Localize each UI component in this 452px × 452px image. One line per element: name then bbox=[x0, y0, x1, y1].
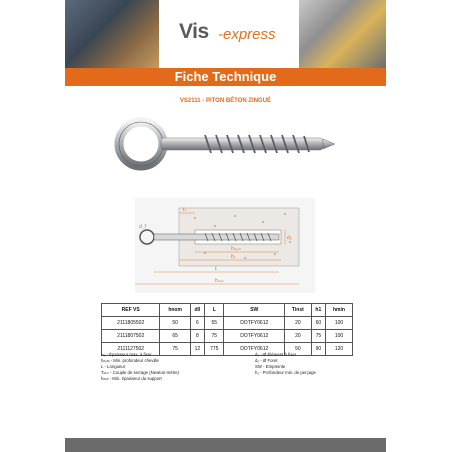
cell: 20 bbox=[284, 317, 311, 330]
legend-item: Tᵢₙₛₜ - Couple de serrage (Newton-mètre) bbox=[101, 370, 180, 375]
legend-item: d₀ - Ø Foret bbox=[255, 358, 278, 363]
cell: 100 bbox=[325, 330, 352, 343]
tools-photo bbox=[65, 0, 159, 68]
brand-logo bbox=[159, 0, 299, 68]
cell: 60 bbox=[311, 317, 325, 330]
product-title: VS2111 - PITON BÉTON ZINGUÉ bbox=[179, 98, 272, 104]
cell: 90 bbox=[311, 343, 325, 356]
cell: 2111127502 bbox=[102, 343, 160, 356]
cell: 75 bbox=[160, 343, 190, 356]
col-ref: REF VS bbox=[102, 304, 160, 317]
cell: 120 bbox=[325, 343, 352, 356]
eye-bolt-image bbox=[113, 106, 343, 188]
legend-item: tₙₓ - Épaisseur max. à fixer bbox=[101, 352, 152, 357]
cell: 12 bbox=[190, 343, 204, 356]
spec-table bbox=[101, 303, 353, 356]
col-tinst: Tinst bbox=[284, 304, 311, 317]
brand-main: Vis bbox=[179, 20, 209, 43]
screws-photo bbox=[299, 0, 386, 68]
col-h1: h1 bbox=[311, 304, 325, 317]
legend-item: L - Longueur bbox=[101, 364, 126, 369]
cell: DOTFY0612 bbox=[224, 343, 285, 356]
legend-item: d₀ - Ø Élément à fixer bbox=[255, 352, 297, 357]
col-d0: d0 bbox=[190, 304, 204, 317]
technical-sheet bbox=[65, 0, 386, 452]
legend-item: hₙₒₘ - Min. profondeur cheville bbox=[101, 358, 159, 363]
header bbox=[65, 0, 386, 68]
cell: 2111805502 bbox=[102, 317, 160, 330]
label-d0: d₀ bbox=[287, 235, 292, 241]
col-sw: SW bbox=[224, 304, 285, 317]
cell: 75 bbox=[205, 330, 224, 343]
cell: 100 bbox=[325, 317, 352, 330]
cell: 55 bbox=[205, 317, 224, 330]
label-hmin: hₘᵢₙ bbox=[215, 278, 224, 284]
cell: 50 bbox=[160, 317, 190, 330]
brand-sub: -express bbox=[218, 26, 276, 43]
table-row bbox=[102, 330, 353, 343]
col-hnom: hnom bbox=[160, 304, 190, 317]
cell: DOTFY0612 bbox=[224, 317, 285, 330]
cell: 20 bbox=[284, 330, 311, 343]
col-hmin: hmin bbox=[325, 304, 352, 317]
cell: 775 bbox=[205, 343, 224, 356]
cell: 50 bbox=[284, 343, 311, 356]
banner-title: Fiche Technique bbox=[174, 69, 277, 84]
technical-drawing bbox=[135, 198, 315, 293]
table-header-row bbox=[102, 304, 353, 317]
legend-right bbox=[255, 352, 365, 376]
col-length: L bbox=[205, 304, 224, 317]
cell: DOTFY0612 bbox=[224, 330, 285, 343]
legend-item: hₘᵢₙ - Min. épaisseur du support bbox=[101, 376, 162, 381]
cell: 75 bbox=[311, 330, 325, 343]
label-length: L bbox=[215, 266, 218, 272]
legend-item: SW - Empreinte bbox=[255, 364, 286, 369]
label-hnom: hₙₒₘ bbox=[231, 246, 241, 252]
cell: 6 bbox=[190, 317, 204, 330]
legend-left bbox=[101, 352, 231, 382]
footer-bar bbox=[65, 438, 386, 452]
label-h1: h₁ bbox=[231, 254, 236, 260]
label-tfix: tₙ bbox=[183, 207, 187, 213]
cell: 2111807502 bbox=[102, 330, 160, 343]
table-row bbox=[102, 317, 353, 330]
cell: 65 bbox=[160, 330, 190, 343]
legend-item: h₁ - Profondeur min. de perçage bbox=[255, 370, 316, 375]
label-df: d_f bbox=[139, 224, 146, 230]
cell: 8 bbox=[190, 330, 204, 343]
